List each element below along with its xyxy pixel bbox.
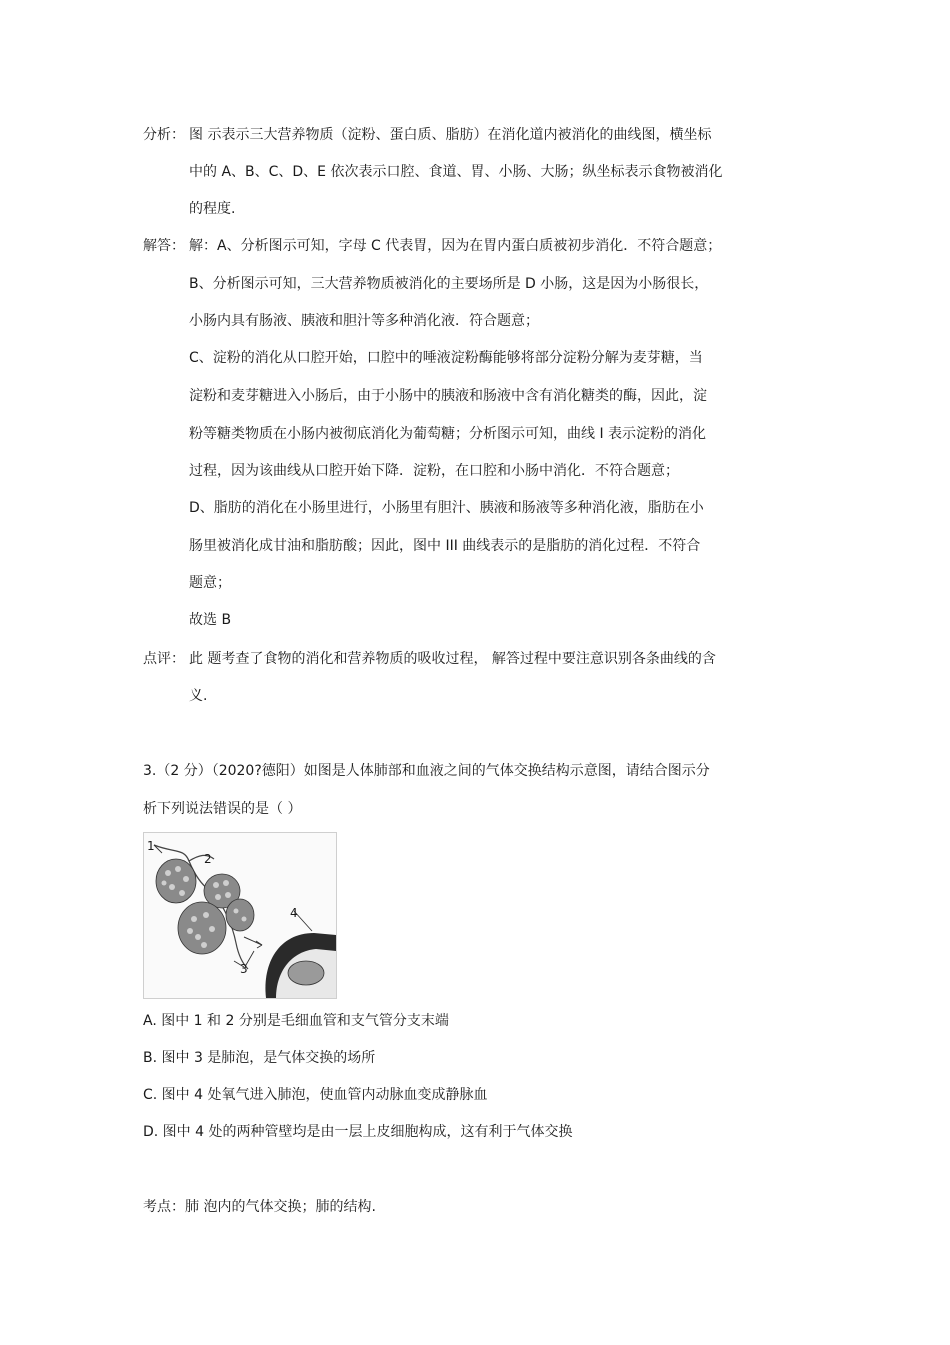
analysis-line-2: 中的 A、B、C、D、E 依次表示口腔、食道、胃、小肠、大肠；纵坐标表示食物被消化: [189, 164, 723, 180]
figure-label-2: 2: [204, 852, 212, 866]
analysis-line-1: 图 示表示三大营养物质（淀粉、蛋白质、脂肪）在消化道内被消化的曲线图，横坐标: [189, 127, 712, 143]
question-stem-line-2: 析下列说法错误的是（ ）: [143, 801, 302, 817]
answer-line-3: 小肠内具有肠液、胰液和胆汁等多种消化液．符合题意；: [189, 313, 539, 329]
question-stem-line-1: 3.（2 分）（2020?德阳）如图是人体肺部和血液之间的气体交换结构示意图，请结合图示分: [143, 763, 710, 779]
comment-line-2: 义.: [189, 688, 208, 704]
kaodian-line: 考点：肺 泡内的气体交换；肺的结构.: [143, 1199, 376, 1215]
figure-label-3: 3: [240, 962, 248, 976]
lung-alveoli-figure: [143, 832, 337, 999]
answer-label: 解答：: [143, 238, 185, 254]
answer-line-1: 解：A、分析图示可知，字母 C 代表胃，因为在胃内蛋白质被初步消化．不符合题意；: [189, 238, 722, 254]
answer-line-7: 过程，因为该曲线从口腔开始下降．淀粉，在口腔和小肠中消化．不符合题意；: [189, 463, 679, 479]
comment-line-1: 此 题考查了食物的消化和营养物质的吸收过程， 解答过程中要注意识别各条曲线的含: [189, 651, 716, 667]
analysis-label: 分析：: [143, 127, 185, 143]
answer-line-11: 故选 B: [189, 612, 232, 628]
figure-label-1: 1: [147, 839, 155, 853]
answer-line-10: 题意；: [189, 575, 231, 591]
answer-line-5: 淀粉和麦芽糖进入小肠后，由于小肠中的胰液和肠液中含有消化糖类的酶，因此，淀: [189, 388, 707, 404]
answer-line-6: 粉等糖类物质在小肠内被彻底消化为葡萄糖；分析图示可知，曲线 I 表示淀粉的消化: [189, 426, 707, 442]
option-d: D. 图中 4 处的两种管壁均是由一层上皮细胞构成，这有利于气体交换: [143, 1124, 573, 1140]
comment-label: 点评：: [143, 651, 185, 667]
analysis-line-3: 的程度.: [189, 201, 236, 217]
option-c: C. 图中 4 处氧气进入肺泡，使血管内动脉血变成静脉血: [143, 1087, 488, 1103]
option-b: B. 图中 3 是肺泡，是气体交换的场所: [143, 1050, 376, 1066]
answer-line-4: C、淀粉的消化从口腔开始，口腔中的唾液淀粉酶能够将部分淀粉分解为麦芽糖，当: [189, 350, 703, 366]
option-a: A. 图中 1 和 2 分别是毛细血管和支气管分支末端: [143, 1013, 449, 1029]
answer-line-2: B、分析图示可知，三大营养物质被消化的主要场所是 D 小肠，这是因为小肠很长，: [189, 276, 709, 292]
answer-line-8: D、脂肪的消化在小肠里进行，小肠里有胆汁、胰液和肠液等多种消化液，脂肪在小: [189, 500, 704, 516]
answer-line-9: 肠里被消化成甘油和脂肪酸；因此，图中 III 曲线表示的是脂肪的消化过程．不符合: [189, 538, 701, 554]
figure-label-4: 4: [290, 906, 298, 920]
